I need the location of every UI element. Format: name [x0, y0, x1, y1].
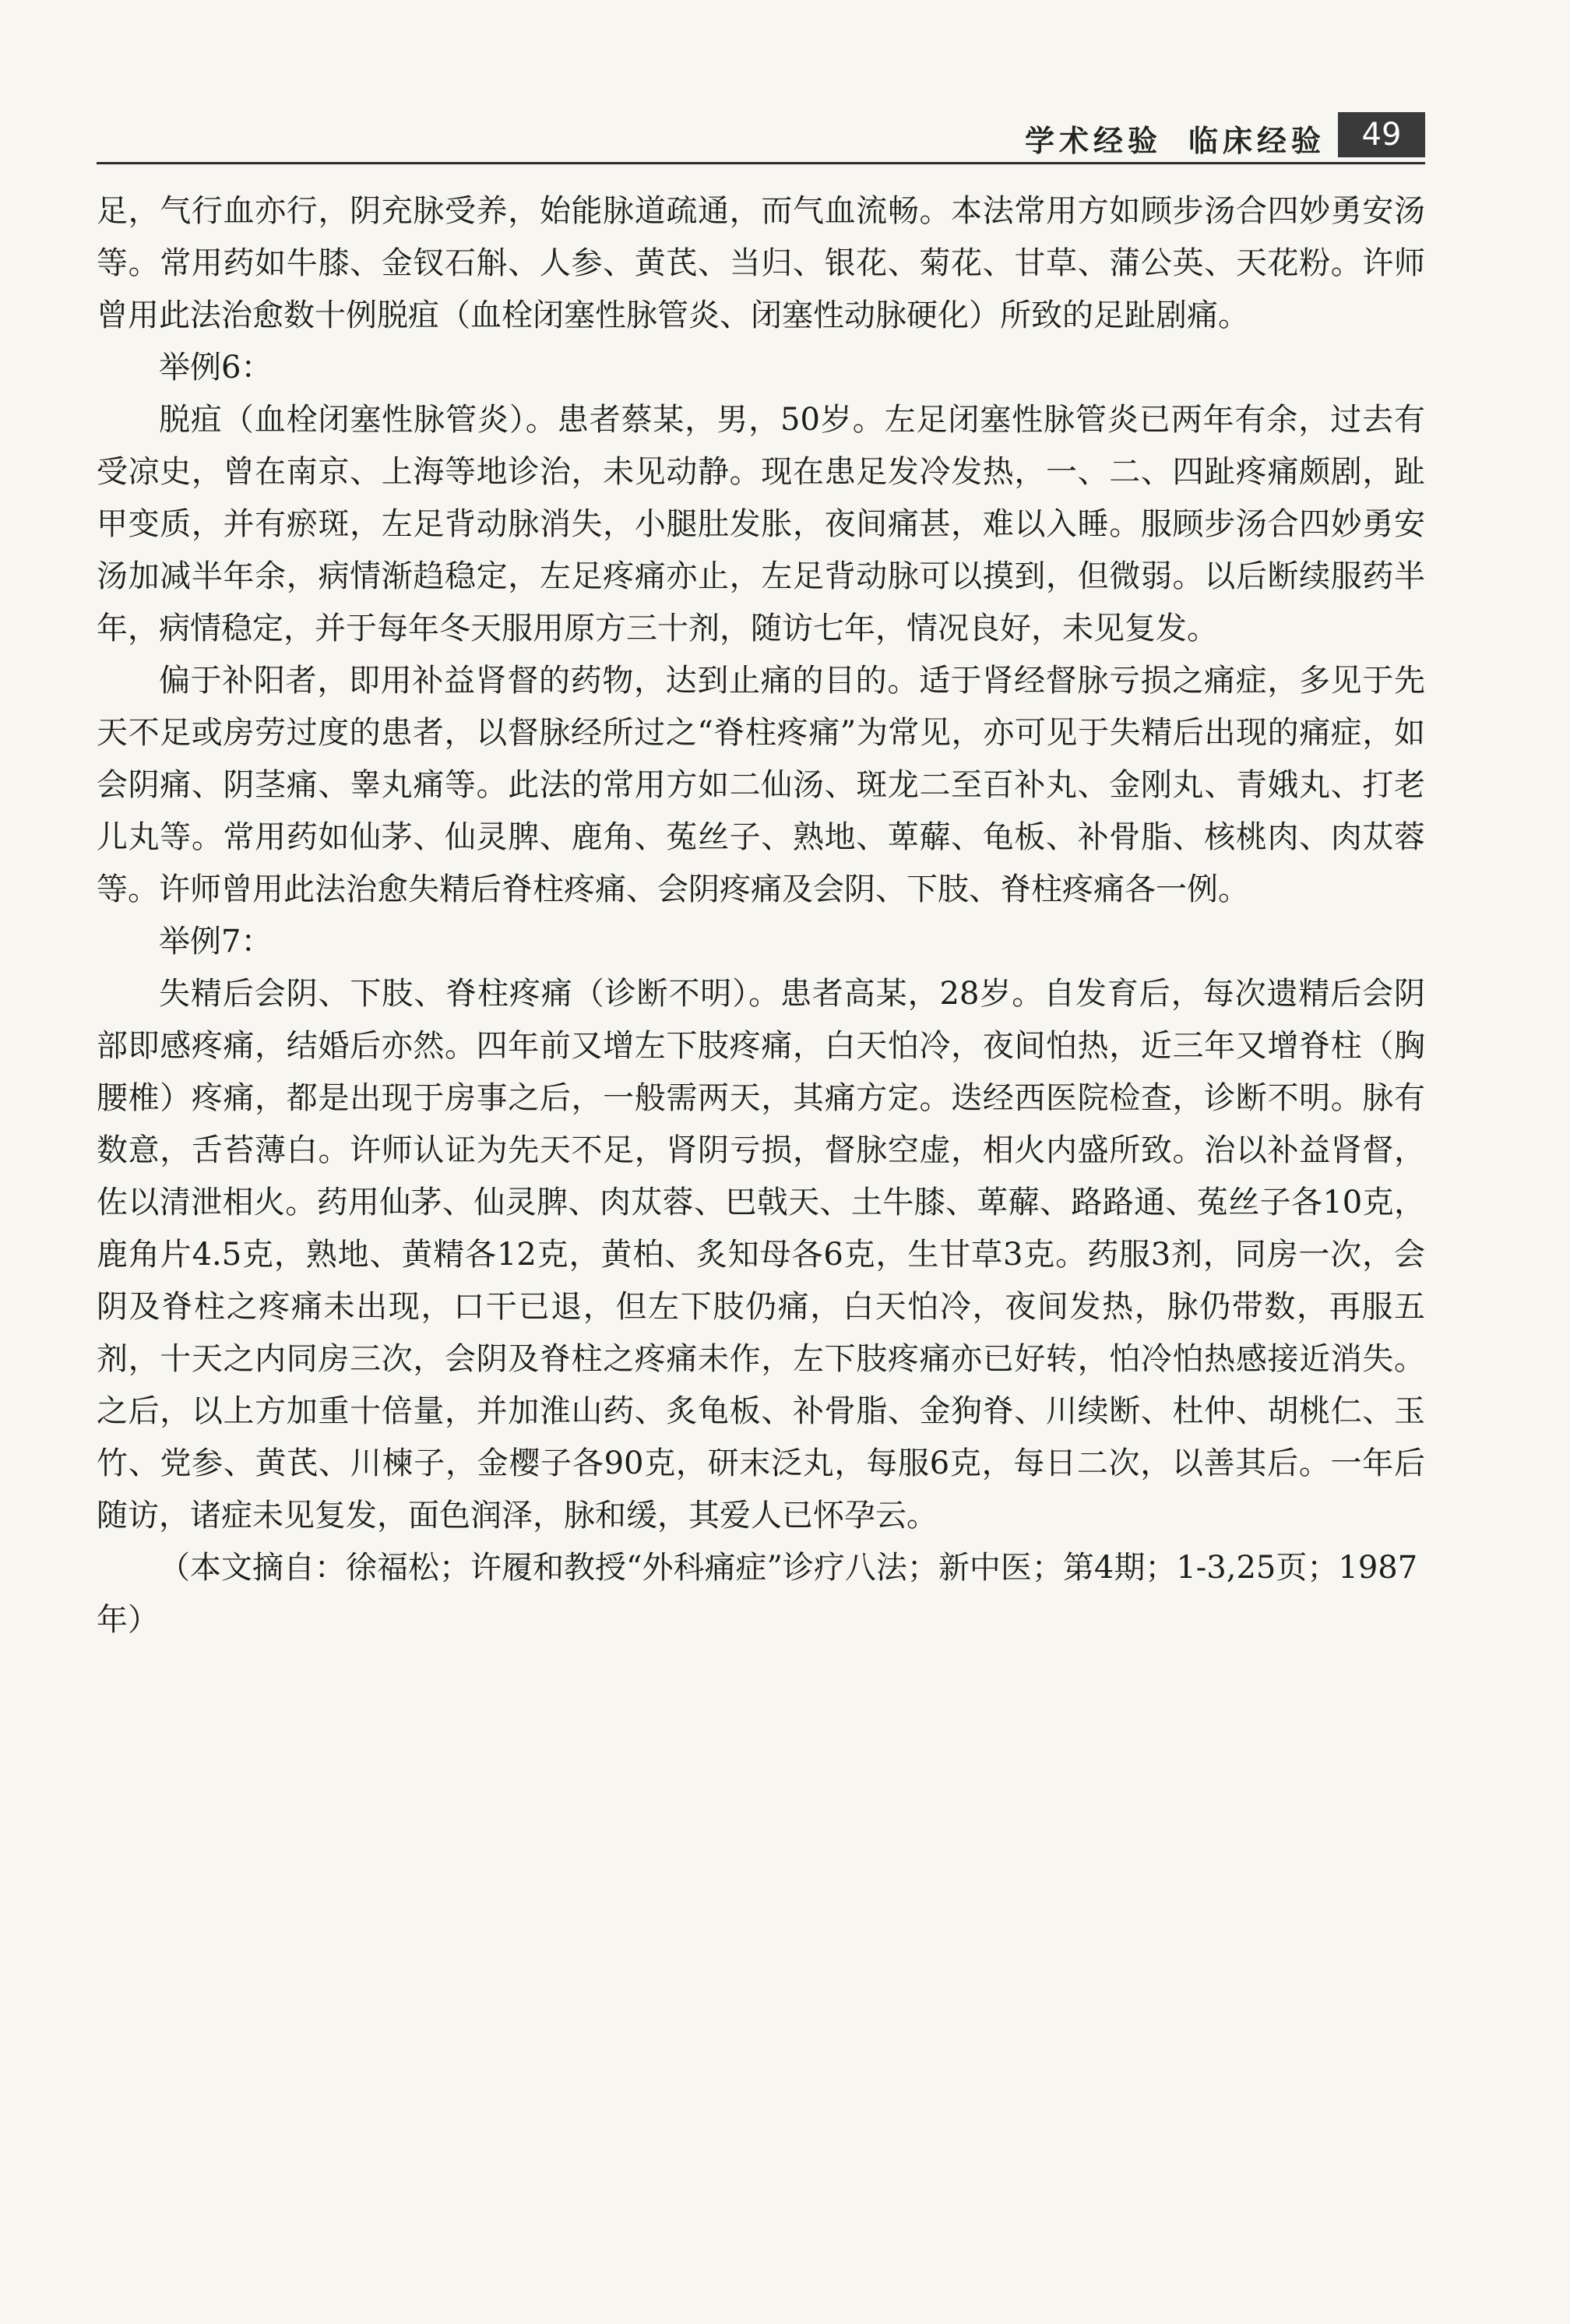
example-6-heading: 举例6：	[159, 350, 273, 386]
page-number: 49	[1338, 112, 1425, 157]
paragraph-yang-tonifying-method: 偏于补阳者，即用补益肾督的药物，达到止痛的目的。适于肾经督脉亏损之痛症，多见于先天不足或房劳过度的患者，以督脉经所过之“脊柱疼痛”为常见，亦可见于失精后出现的痛症，如会阴痛、阴茎痛、睾丸痛等。此法的常用方如二仙汤、斑龙二至百补丸、金刚丸、青娥丸、打老儿丸等。常用药如仙茅、仙灵脾、鹿角、菟丝子、熟地、萆薢、龟板、补骨脂、核桃肉、肉苁蓉等。许师曾用此法治愈失精后脊柱疼痛、会阴疼痛及会阴、下肢、脊柱疼痛各一例。	[97, 663, 1425, 907]
section-title-academic: 学术经验	[1024, 124, 1162, 158]
section-title-clinical: 临床经验	[1188, 124, 1325, 158]
example-7-case: 失精后会阴、下肢、脊柱疼痛（诊断不明）。患者高某，28岁。自发育后，每次遗精后会阴部即感疼痛，结婚后亦然。四年前又增左下肢疼痛，白天怕冷，夜间怕热，近三年又增脊柱（胸腰椎）疼痛，都是出现于房事之后，一般需两天，其痛方定。迭经西医院检查，诊断不明。脉有数意，舌苔薄白。许师认证为先天不足，肾阴亏损，督脉空虚，相火内盛所致。治以补益肾督，佐以清泄相火。药用仙茅、仙灵脾、肉苁蓉、巴戟天、土牛膝、萆薢、路路通、菟丝子各10克，鹿角片4.5克，熟地、黄精各12克，黄柏、炙知母各6克，生甘草3克。药服3剂，同房一次，会阴及脊柱之疼痛未出现，口干已退，但左下肢仍痛，白天怕冷，夜间发热，脉仍带数，再服五剂，十天之内同房三次，会阴及脊柱之疼痛未作，左下肢疼痛亦已好转，怕冷怕热感接近消失。之后，以上方加重十倍量，并加淮山药、炙龟板、补骨脂、金狗脊、川续断、杜仲、胡桃仁、玉竹、党参、黄芪、川楝子，金樱子各90克，研末泛丸，每服6克，每日二次，以善其后。一年后随访，诸症未见复发，面色润泽，脉和缓，其爱人已怀孕云。	[97, 976, 1425, 1533]
article-body	[97, 185, 1425, 1646]
source-citation: （本文摘自：徐福松；许履和教授“外科痛症”诊疗八法；新中医；第4期；1-3,25页；1987年）	[97, 1550, 1418, 1638]
example-6-case: 脱疽（血栓闭塞性脉管炎）。患者蔡某，男，50岁。左足闭塞性脉管炎已两年有余，过去有受凉史，曾在南京、上海等地诊治，未见动静。现在患足发冷发热，一、二、四趾疼痛颇剧，趾甲变质，并有瘀斑，左足背动脉消失，小腿肚发胀，夜间痛甚，难以入睡。服顾步汤合四妙勇安汤加减半年余，病情渐趋稳定，左足疼痛亦止，左足背动脉可以摸到，但微弱。以后断续服药半年，病情稳定，并于每年冬天服用原方三十剂，随访七年，情况良好，未见复发。	[97, 402, 1425, 646]
section-title	[1025, 117, 1325, 160]
paragraph-method-continuation: 足，气行血亦行，阴充脉受养，始能脉道疏通，而气血流畅。本法常用方如顾步汤合四妙勇安汤等。常用药如牛膝、金钗石斛、人参、黄芪、当归、银花、菊花、甘草、蒲公英、天花粉。许师曾用此法治愈数十例脱疽（血栓闭塞性脉管炎、闭塞性动脉硬化）所致的足趾剧痛。	[97, 193, 1425, 333]
running-header	[97, 107, 1425, 164]
example-7-heading: 举例7：	[159, 924, 273, 960]
